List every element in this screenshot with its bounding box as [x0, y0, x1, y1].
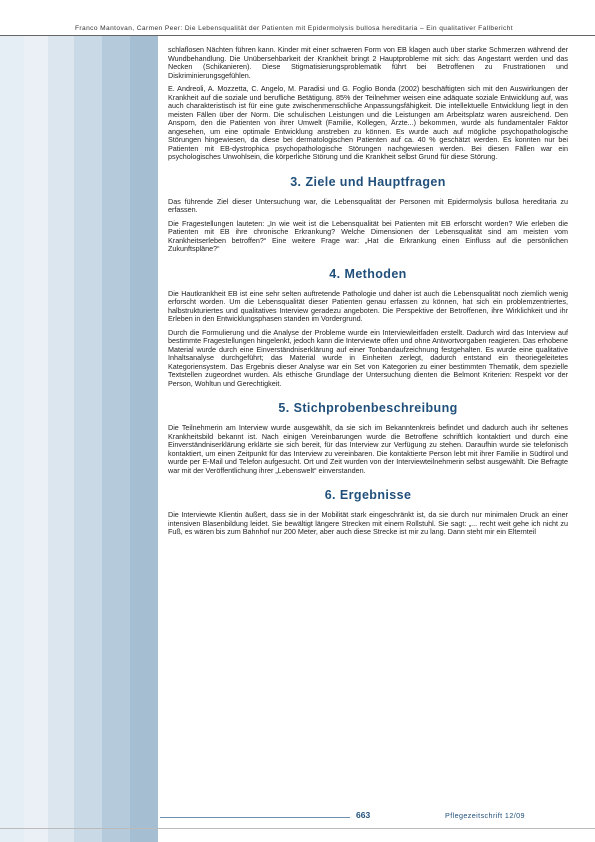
- section-number: 6.: [324, 488, 336, 502]
- article-body: [168, 46, 568, 542]
- body-paragraph: Die Hautkrankheit EB ist eine sehr selten auftretende Pathologie und daher ist auch die Lebensqualität noch ziemlich wenig erforscht worden. Um die Lebensqualität dieser Patienten genau erfassen zu können, hat sich ein problemzentriertes, halbstrukturiertes und qualitatives Interview geradezu angeboten. Die Perspektive der Betroffenen, ihre Wirklichkeit und ihr Erleben in den Entwicklungsphasen standen im Vordergrund.: [168, 288, 568, 323]
- body-paragraph: Die Fragestellungen lauteten: „In wie weit ist die Lebensqualität bei Patienten mit EB erforscht worden? Wie erleben die Patienten mit EB ihre chronische Erkrankung? Welche Dimensionen der Lebensqualität sind am meisten vom Krankheitserleben betroffen?“ Eine weitere Frage war: „Hat die Erkrankung einen Einfluss auf die persönlichen Zukunftspläne?“: [168, 218, 568, 253]
- sidebar-stripe: [24, 36, 48, 842]
- section-number: 4.: [329, 266, 341, 281]
- sidebar-stripe: [48, 36, 74, 842]
- sidebar-stripe: [102, 36, 130, 842]
- section-title: Ziele und Hauptfragen: [305, 174, 446, 189]
- journal-name: Pflegezeitschrift 12/09: [445, 811, 525, 820]
- body-paragraph: schlaflosen Nächten führen kann. Kinder mit einer schweren Form von EB klagen auch über starke Schmerzen während der Wundbehandlung. Die Unübersehbarkeit der Krankheit bringt 2 Hauptprobleme mit sich: das Angestarrt werden und das Necken (Schikanieren). Diese Stigmatisierungsproblematik führt bei Betroffenen zu Frustrationen und Diskriminierungsgefühlen.: [168, 45, 568, 80]
- section-title: Stichprobenbeschreibung: [293, 401, 458, 415]
- section-heading: [168, 267, 568, 281]
- sidebar-stripe: [130, 36, 158, 842]
- page-header: [0, 0, 595, 40]
- footer-rule: [160, 817, 350, 818]
- section-title: Methoden: [344, 266, 407, 281]
- bottom-rule: [0, 828, 595, 829]
- body-paragraph: E. Andreoli, A. Mozzetta, C. Angelo, M. Paradisi und G. Foglio Bonda (2002) beschäftigten sich mit den Auswirkungen der Krankheit auf die soziale und berufliche Betätigung. 85% der Teilnehmer weisen eine adäquate soziale Entwicklung auf, was auch charakteristisch ist für eine gute zwischenmenschliche Anpassungsfähigkeit. Die intellektuelle Entwicklung liegt in den meisten Fällen über der Norm. Die schulischen Leistungen und die Leistungen am Arbeitsplatz waren ausreichend. Den Ansporn, den die Patienten von ihrer Umwelt (Familie, Kollegen, Ärzte...) bekommen, wurde als fundamentaler Faktor angesehen, um eine optimale Entwicklung anstreben zu können. Es wurde auch auf mögliche psychopathologische Störungen hingewiesen, da diese bei dermatologischen Patienten auf ca. 40 % geschätzt werden. Es konnten nur bei Patienten mit EB-dystrophica psychopathologische Störungen nachgewiesen werden. Bei diesen Fällen war ein psychologisches Unwohlsein, die körperliche Störung und die Krankheit selbst Grund für diese Störung.: [168, 84, 568, 161]
- body-paragraph: Die Interviewte Klientin äußert, dass sie in der Mobilität stark eingeschränkt ist, da sie durch nur minimalen Druck an einer intensiven Blasenbildung leidet. Sie bewältigt längere Strecken mit einem Rollstuhl. Sie sagt: „... recht weit gehe ich nicht zu Fuß, es wären bis zum Bahnhof nur 200 Meter, aber auch diese Strecke ist mir zu lang. Dann steht mir ein Elternteil: [168, 510, 568, 536]
- section-number: 5.: [278, 401, 290, 415]
- running-title: Franco Mantovan, Carmen Peer: Die Lebensqualität der Patienten mit Epidermolysis bullosa hereditaria – Ein qualitativer Fallbericht: [75, 25, 513, 32]
- page-number: 663: [356, 810, 371, 820]
- decorative-sidebar: [0, 36, 160, 842]
- section-number: 3.: [290, 174, 302, 189]
- page-footer: [160, 808, 595, 824]
- body-paragraph: Durch die Formulierung und die Analyse der Probleme wurde ein Interviewleitfaden erstellt. Dadurch wird das Interview auf bestimmte Fragestellungen hingelenkt, jedoch kann die Interviewte offen und ohne Antwortvorgaben reagieren. Das erhobene Material wurde durch eine Einverständniserklärung auf einer Tonbandaufzeichnung festgehalten. Es wurde eine qualitative Inhaltsanalyse durchgeführt; das Material wurde in Einheiten zerlegt, dadurch entstand ein theoriegeleitetes Kategoriensystem. Das Ergebnis dieser Analyse war ein Set von Kategorien zu einer bestimmten Thematik, dem spezielle Textstellen zugeordnet wurden. Als ethische Grundlage der Untersuchung dienten die Belmont Kriterien: Respekt vor der Person, Wohltun und Gerechtigkeit.: [168, 327, 568, 388]
- section-heading: [168, 175, 568, 189]
- body-paragraph: Das führende Ziel dieser Untersuchung war, die Lebensqualität der Personen mit Epidermolysis bullosa hereditaria zu erfassen.: [168, 196, 568, 214]
- sidebar-stripe: [0, 36, 24, 842]
- section-heading: [168, 401, 568, 415]
- sidebar-stripe: [74, 36, 102, 842]
- body-paragraph: Die Teilnehmerin am Interview wurde ausgewählt, da sie sich im Bekanntenkreis befindet und dadurch auch ihr seltenes Krankheitsbild bekannt ist. Nach einigen Vereinbarungen wurde die Betroffene schriftlich kontaktiert und durch eine Einverständniserklärung erklärte sie sich bereit, für das Interview zur Verfügung zu stehen. Daraufhin wurde sie telefonisch kontaktiert, um einen Zeitpunkt für das Interview zu vereinbaren. Die kontaktierte Person lebt mit ihrer Familie in Südtirol und wurde per E-Mail und Telefon aufgesucht. Ort und Zeit wurden von der Interviewteilnehmerin selbst ausgewählt. Die Befragte war mit der Veröffentlichung ihrer „Lebenswelt“ einverstanden.: [168, 423, 568, 475]
- section-title: Ergebnisse: [339, 488, 412, 502]
- section-heading: [168, 488, 568, 502]
